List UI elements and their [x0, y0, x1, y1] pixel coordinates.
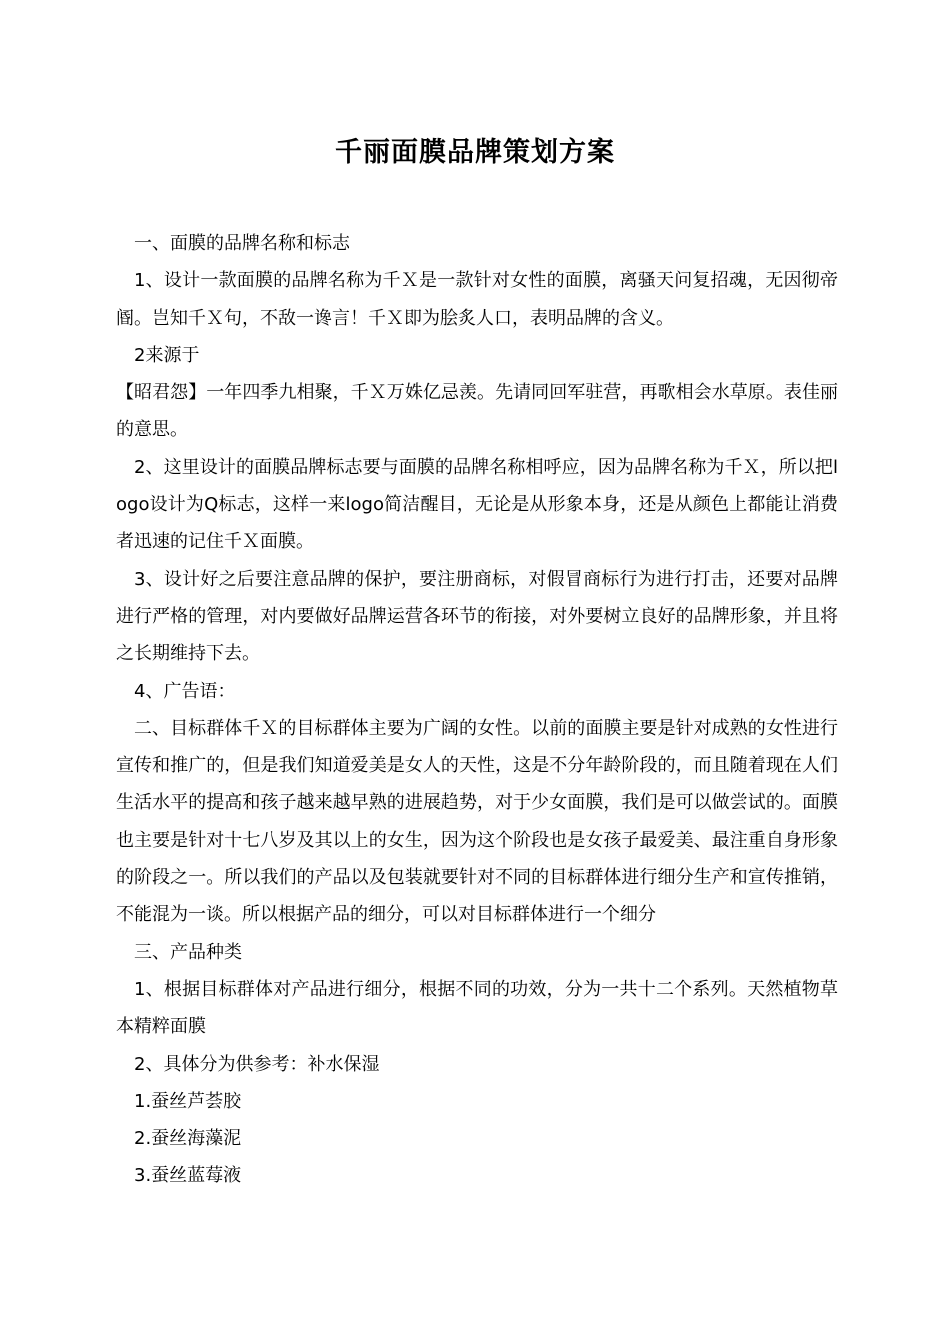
list-item: 2.蚕丝海藻泥 — [134, 1128, 242, 1150]
paragraph-source: 2来源于 — [134, 344, 200, 366]
heading-brand-name-and-logo: 一、面膜的品牌名称和标志 — [134, 233, 350, 254]
list-item: 1.蚕丝芦荟胶 — [134, 1090, 242, 1112]
paragraph-product-series: 1、根据目标群体对产品进行细分，根据不同的功效，分为一共十二个系列。天然植物草本精粹面膜 — [116, 978, 838, 1038]
paragraph-brand-protection: 3、设计好之后要注意品牌的保护，要注册商标，对假冒商标行为进行打击，还要对品牌进行严格的管理，对内要做好品牌运营各环节的衔接，对外要树立良好的品牌形象，并且将之长期维持下去。 — [116, 568, 838, 665]
paragraph-target-group: 二、目标群体千Ｘ的目标群体主要为广阔的女性。以前的面膜主要是针对成熟的女性进行宣传和推广的，但是我们知道爱美是女人的天性，这是不分年龄阶段的，而且随着现在人们生活水平的提高和孩子越来越早熟的进展趋势，对于少女面膜，我们是可以做尝试的。面膜也主要是针对十七八岁及其以上的女生，因为这个阶段也是女孩子最爱美、最注重自身形象的阶段之一。所以我们的产品以及包装就要针对不同的目标群体进行细分生产和宣传推销，不能混为一谈。所以根据产品的细分，可以对目标群体进行一个细分 — [116, 717, 838, 926]
paragraph-logo-design: 2、这里设计的面膜品牌标志要与面膜的品牌名称相呼应，因为品牌名称为千Ｘ，所以把logo设计为Q标志，这样一来logo简洁醒目，无论是从形象本身，还是从颜色上都能让消费者迅速的记住千Ｘ面膜。 — [116, 456, 838, 553]
document-body — [116, 225, 838, 1195]
paragraph-slogan: 4、广告语： — [134, 680, 236, 702]
heading-product-types: 三、产品种类 — [134, 941, 242, 963]
paragraph-brand-name: 1、设计一款面膜的品牌名称为千Ｘ是一款针对女性的面膜，离骚天问复招魂，无因彻帝阍。岂知千Ｘ句，不敌一谗言！千Ｘ即为脍炙人口，表明品牌的含义。 — [116, 270, 838, 329]
paragraph-categories: 2、具体分为供参考：补水保湿 — [134, 1053, 380, 1075]
document-title: 千丽面膜品牌策划方案 — [335, 137, 615, 168]
paragraph-poem: 【昭君怨】一年四季九相聚，千Ｘ万姝亿忌羡。先请同回军驻营，再歌相会水草原。表佳丽的意思。 — [116, 382, 838, 441]
list-item: 3.蚕丝蓝莓液 — [134, 1165, 242, 1187]
